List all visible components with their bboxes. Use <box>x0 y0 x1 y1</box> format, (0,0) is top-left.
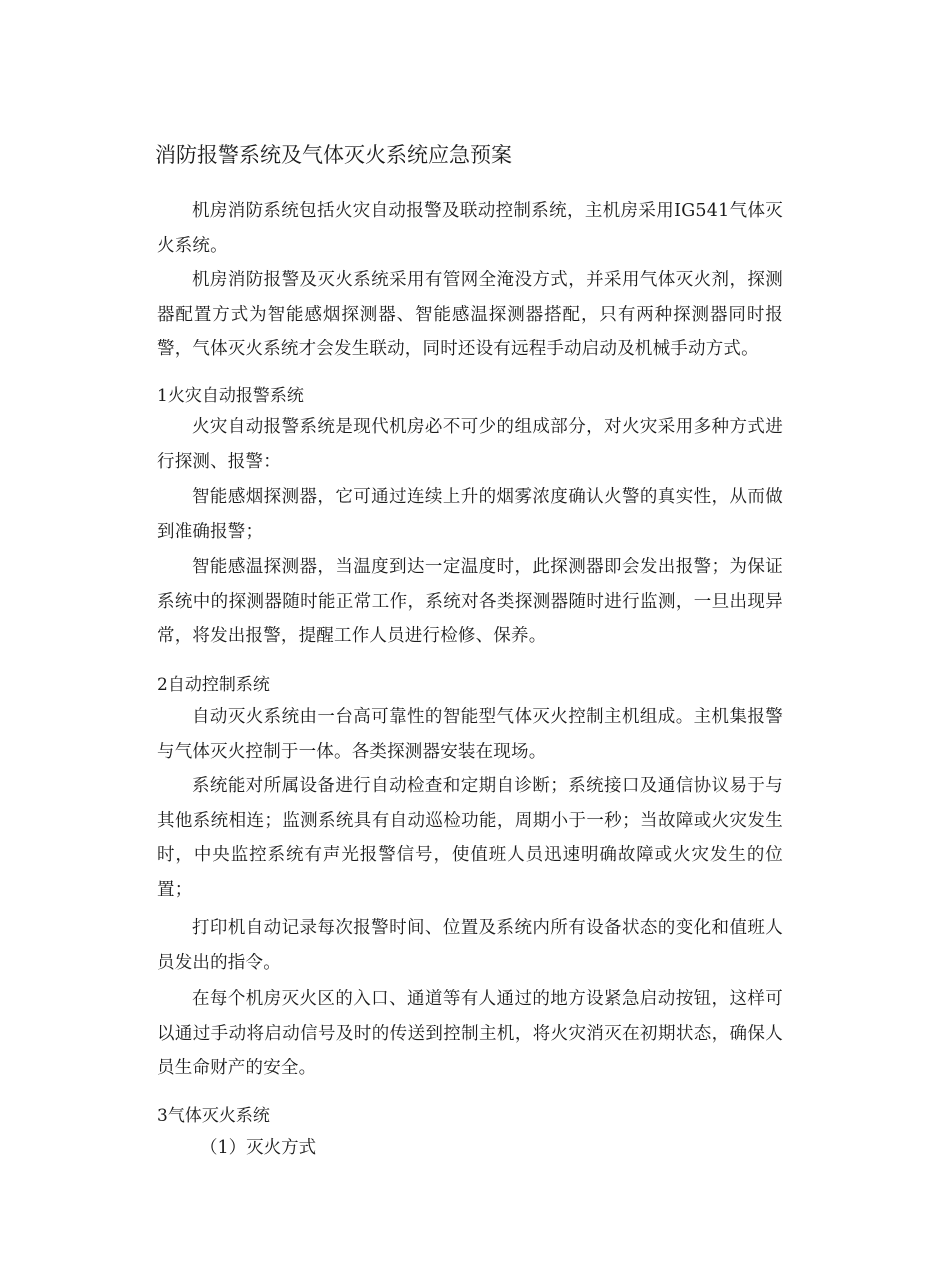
section-2-paragraph-3: 打印机自动记录每次报警时间、位置及系统内所有设备状态的变化和值班人员发出的指令。 <box>157 918 783 973</box>
section-3-subheading: （1）灭火方式 <box>200 1138 317 1158</box>
section-1-paragraph-3: 智能感温探测器，当温度到达一定温度时，此探测器即会发出报警；为保证系统中的探测器随时能正常工作，系统对各类探测器随时进行监测，一旦出现异常，将发出报警，提醒工作人员进行检修、保养。 <box>157 557 783 646</box>
section-2-paragraph-1: 自动灭火系统由一台高可靠性的智能型气体灭火控制主机组成。主机集报警与气体灭火控制于一体。各类探测器安装在现场。 <box>157 707 783 762</box>
section-1-paragraph-1: 火灾自动报警系统是现代机房必不可少的组成部分，对火灾采用多种方式进行探测、报警： <box>157 417 783 472</box>
section-2-paragraph-2: 系统能对所属设备进行自动检查和定期自诊断；系统接口及通信协议易于与其他系统相连；监测系统具有自动巡检功能，周期小于一秒；当故障或火灾发生时，中央监控系统有声光报警信号，使值班人员迅速明确故障或火灾发生的位置； <box>157 776 783 900</box>
section-2-paragraph-4: 在每个机房灭火区的入口、通道等有人通过的地方设紧急启动按钮，这样可以通过手动将启动信号及时的传送到控制主机，将火灾消灭在初期状态，确保人员生命财产的安全。 <box>157 989 783 1078</box>
section-2-heading: 2自动控制系统 <box>157 675 270 695</box>
section-1-heading: 1火灾自动报警系统 <box>157 386 304 406</box>
document-title: 消防报警系统及气体灭火系统应急预案 <box>155 143 512 167</box>
intro-paragraph-2: 机房消防报警及灭火系统采用有管网全淹没方式，并采用气体灭火剂，探测器配置方式为智能感烟探测器、智能感温探测器搭配，只有两种探测器同时报警，气体灭火系统才会发生联动，同时还设有远程手动启动及机械手动方式。 <box>157 270 783 359</box>
section-1-paragraph-2: 智能感烟探测器，它可通过连续上升的烟雾浓度确认火警的真实性，从而做到准确报警； <box>157 487 783 542</box>
section-3-heading: 3气体灭火系统 <box>157 1106 270 1126</box>
intro-paragraph-1: 机房消防系统包括火灾自动报警及联动控制系统，主机房采用IG541气体灭火系统。 <box>157 201 783 256</box>
